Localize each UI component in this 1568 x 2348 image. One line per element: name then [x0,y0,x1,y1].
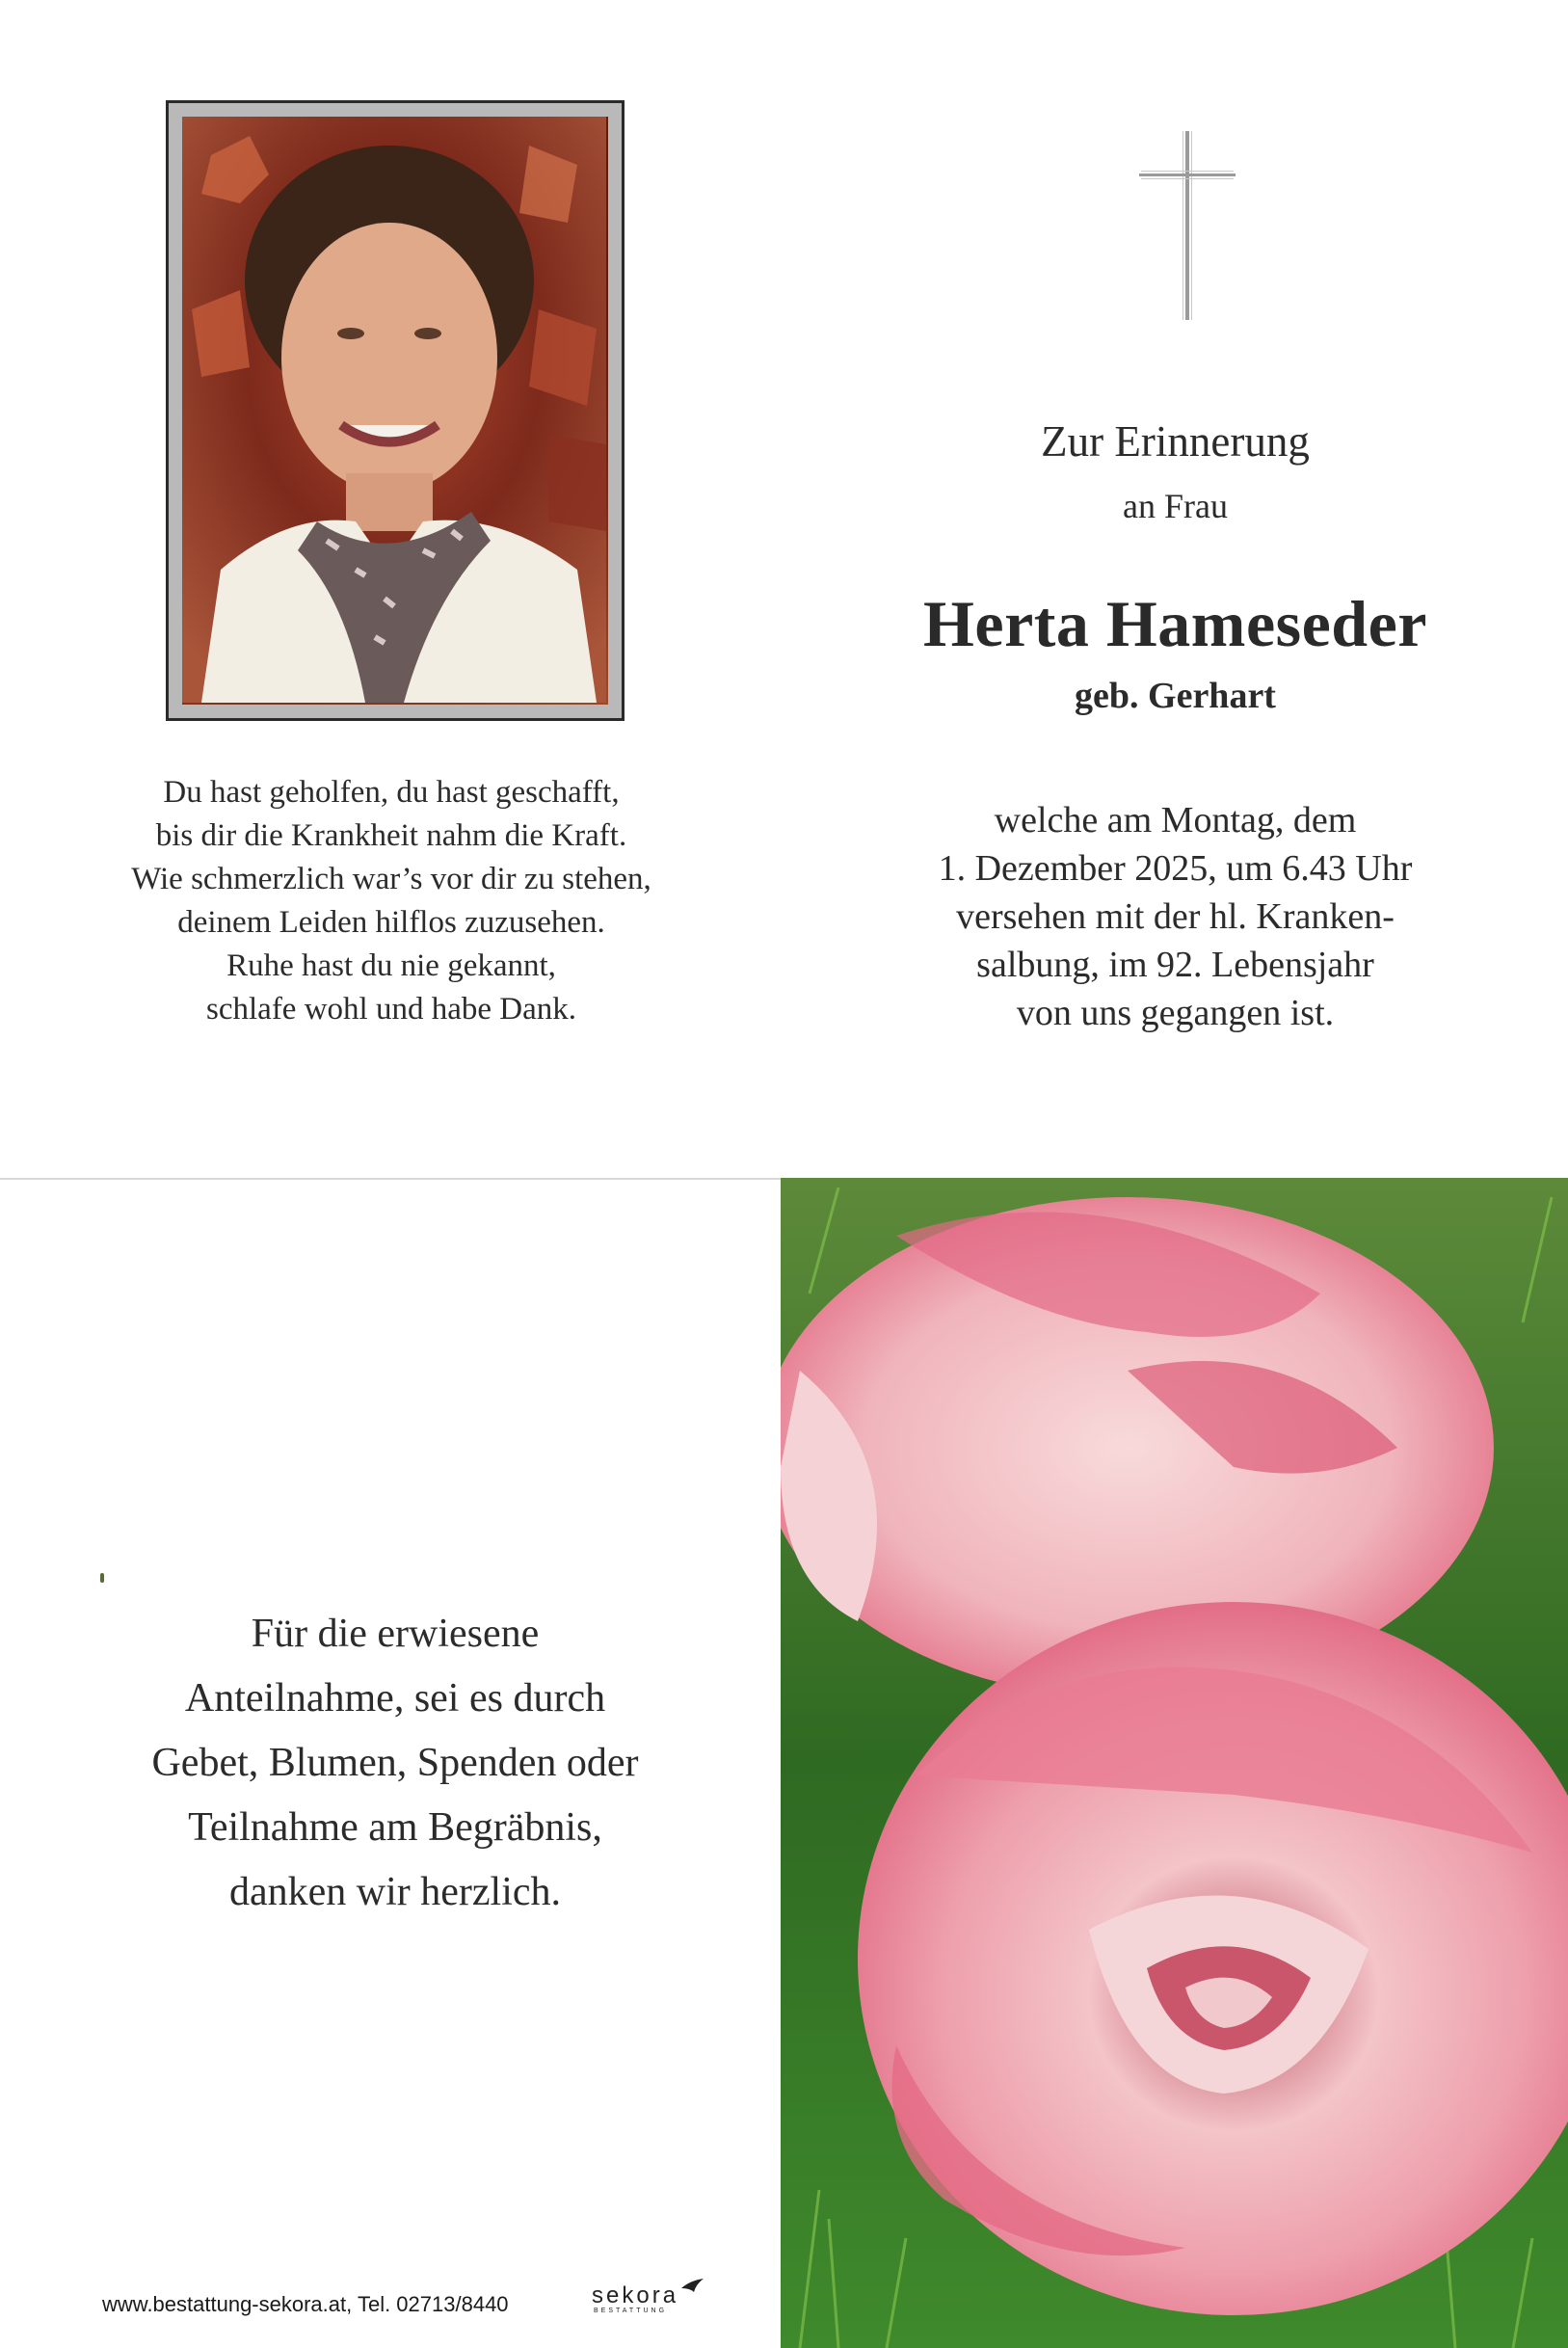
poem-line: Wie schmerzlich war’s vor dir zu stehen, [131,862,651,896]
logo-sub: BESTATTUNG [594,2308,668,2314]
deceased-name: Herta Hameseder [923,587,1427,660]
details-line: welche am Montag, dem [994,800,1357,840]
poem-line: bis dir die Krankheit nahm die Kraft. [155,818,627,853]
poem-line: Ruhe hast du nie gekannt, [226,948,556,983]
poem-line: Du hast geholfen, du hast geschafft, [163,775,620,810]
thanks-line: Gebet, Blumen, Spenden oder [151,1741,639,1785]
card-front-right [783,0,1568,1178]
poem-line: deinem Leiden hilflos zuzusehen. [177,905,605,940]
roses-photo [781,1178,1568,2348]
thanks-line: Teilnahme am Begräbnis, [188,1805,602,1850]
thanks-text [39,1602,752,1925]
maiden-name: geb. Gerhart [1075,676,1276,716]
bird-icon [680,2277,705,2294]
thanks-line: Für die erwiesene [251,1612,540,1656]
card-back-left [0,1178,781,2348]
speck [100,1573,104,1583]
thanks-line: Anteilnahme, sei es durch [184,1676,606,1721]
sekora-logo [592,2282,678,2314]
details-line: versehen mit der hl. Kranken- [956,896,1395,937]
details-line: salbung, im 92. Lebensjahr [976,945,1374,985]
card-front-left [0,0,783,1178]
portrait-photo [182,117,608,705]
cross-icon [1139,131,1236,320]
portrait-frame [166,100,625,721]
logo-word: sekora [592,2282,679,2308]
details-line: von uns gegangen ist. [1016,993,1335,1033]
thanks-line: danken wir herzlich. [228,1870,562,1914]
heading: Zur Erinnerung [1041,417,1310,466]
death-details [783,796,1568,1037]
footer-contact: www.bestattung-sekora.at, Tel. 02713/8440 [102,2292,509,2316]
memorial-poem [39,771,744,1031]
details-line: 1. Dezember 2025, um 6.43 Uhr [938,848,1413,889]
salutation: an Frau [1123,487,1228,525]
poem-line: schlafe wohl und habe Dank. [206,992,576,1027]
